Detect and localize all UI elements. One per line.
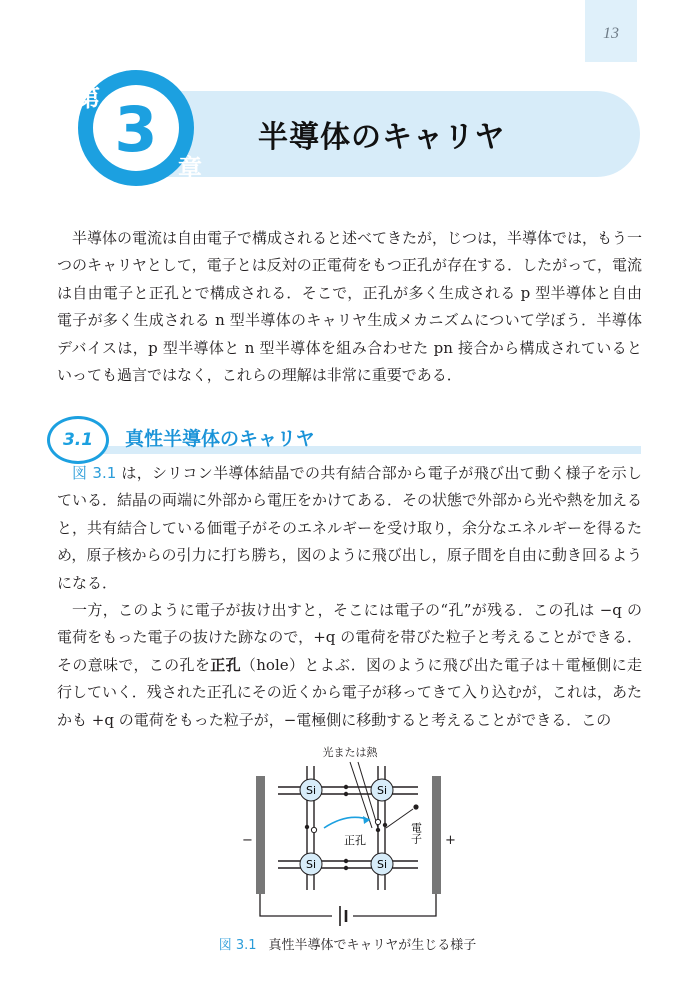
minus-electrode <box>256 776 265 894</box>
hole-label: 正孔 <box>344 834 366 847</box>
svg-text:Si: Si <box>376 858 388 871</box>
page-number: 13 <box>603 25 619 42</box>
svg-text:Si: Si <box>376 784 388 797</box>
si-atom <box>371 853 393 875</box>
section-number: 3.1 <box>47 416 109 464</box>
hole-marker <box>311 827 316 832</box>
figure-reference[interactable]: 図 3.1 <box>72 464 117 482</box>
chapter-badge <box>58 64 228 194</box>
light-heat-label: 光または熱 <box>322 746 378 759</box>
si-atom <box>371 779 393 801</box>
figure-caption <box>0 934 695 953</box>
paragraph-1-text: は，シリコン半導体結晶での共有結合部から電子が飛び出て動く様子を示している．結晶の両端に外部から電圧をかけてある．その状態で外部から光や熱を加えると，共有結合している価電子がそのエネルギーを受け取り，余分なエネルギーを得るため，原子核からの引力に打ち勝ち，図のように飛び出し，原子間を自由に動き回るようになる． <box>57 464 643 592</box>
lattice-bonds <box>278 766 418 890</box>
paragraph-2-text-a: 一方，このように電子が抜け出すと，そこには電子の“孔”が残る．この孔は −q の電荷をもった電子の抜けた跡なので，+q の電荷を帯びた粒子と考えることができる．その意味で，この孔を <box>57 601 642 674</box>
svg-text:Si: Si <box>305 784 317 797</box>
chapter-prefix: 第 <box>76 84 100 112</box>
intro-paragraph <box>57 225 642 389</box>
hole-marker <box>375 819 380 824</box>
figure-3-1 <box>220 740 480 930</box>
paragraph-2-text-b: （hole）とよぶ．図のように飛び出た電子は＋電極側に走行していく．残された正孔にその近くから電子が移ってきて入り込むが，これは，あたかも +q の電荷をもった粒子が，−電極側に移動すると考えることができる．この <box>57 655 642 729</box>
circuit-wire <box>260 894 332 916</box>
chapter-suffix: 章 <box>178 154 202 182</box>
plus-electrode <box>432 776 441 894</box>
figure-caption-text: 真性半導体でキャリヤが生じる様子 <box>268 938 477 953</box>
circuit-wire-right <box>353 894 436 916</box>
section-title: 真性半導体のキャリヤ <box>125 428 315 450</box>
arrowhead <box>363 816 370 824</box>
minus-sign: − <box>242 833 253 848</box>
chapter-number: 3 <box>114 93 158 166</box>
si-atom <box>300 779 322 801</box>
intro-text: 半導体の電流は自由電子で構成されると述べてきたが，じつは，半導体では，もう一つのキャリヤとして，電子とは反対の正電荷をもつ正孔が存在する．したがって，電流は自由電子と正孔とで構成される．そこで，正孔が多く生成される p 型半導体と自由電子が多く生成される n 型半導体のキャリヤ生成メカニズムについて学ぼう．半導体デバイスは，p 型半導体と n 型半導体を組み合わせた pn 接合から構成されているといっても過言ではなく，これらの理解は非常に重要である． <box>57 229 643 385</box>
hole-term: 正孔 <box>210 655 241 674</box>
paragraph-1 <box>57 460 642 597</box>
hole-movement-arrow <box>324 817 370 828</box>
figure-caption-label: 図 3.1 <box>218 938 257 953</box>
paragraph-2 <box>57 597 642 734</box>
chapter-title: 半導体のキャリヤ <box>258 120 506 155</box>
plus-sign: + <box>445 833 456 848</box>
section-body <box>57 460 642 734</box>
svg-text:Si: Si <box>305 858 317 871</box>
si-atom <box>300 853 322 875</box>
electron-label: 電子 <box>409 822 423 844</box>
free-electron <box>413 804 418 809</box>
